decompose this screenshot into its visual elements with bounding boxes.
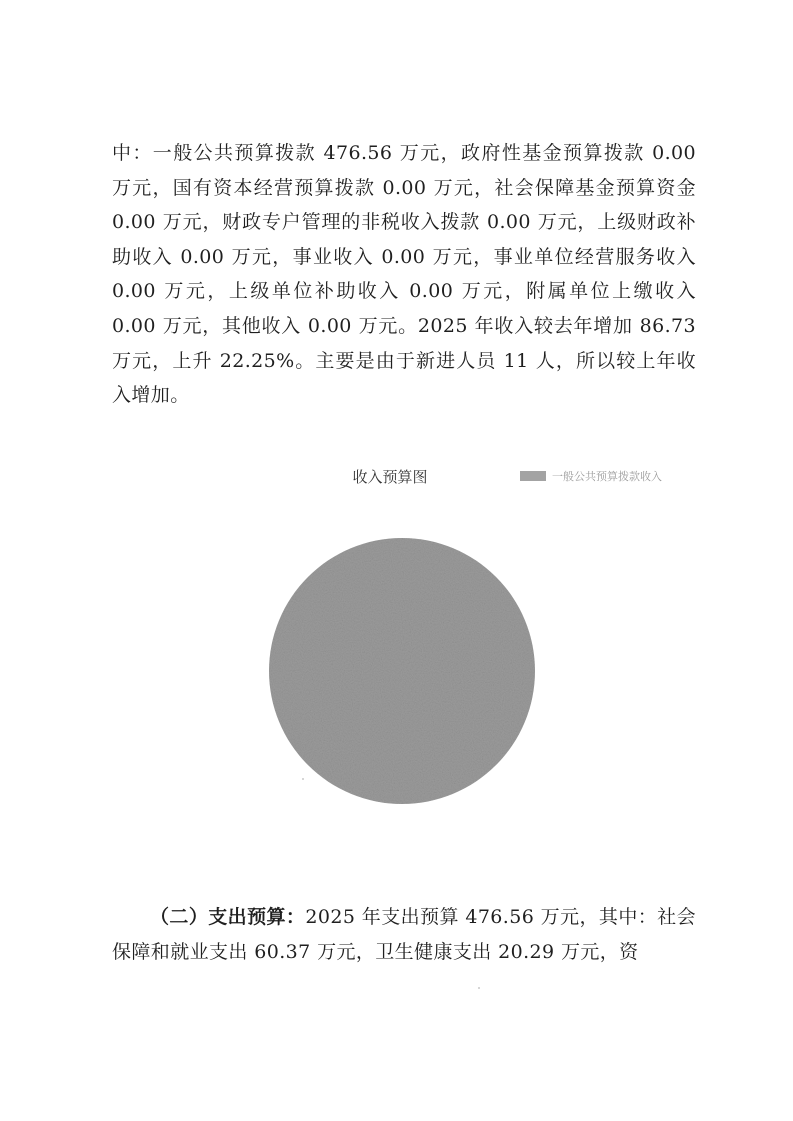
expenditure-heading: （二）支出预算： bbox=[150, 906, 306, 928]
expenditure-text: 2025 年支出预算 476.56 万元，其中：社会保障和就业支出 60.37 万元，卫生健康支出 20.29 万元，资 bbox=[112, 906, 696, 963]
income-paragraph: 中：一般公共预算拨款 476.56 万元，政府性基金预算拨款 0.00 万元，国有资本经营预算拨款 0.00 万元，社会保障基金预算资金 0.00 万元，财政专户管理的非税收入拨款 0.00 万元，上级财政补助收入 0.00 万元，事业收入 0.00 万元，事业单位经营服务收入 0.00 万元，上级单位补助收入 0.00 万元，附属单位上缴收入 0.00 万元，其他收入 0.00 万元。2025 年收入较去年增加 86.73 万元，上升 22.25%。主要是由于新进人员 11 人，所以较上年收入增加。 bbox=[112, 142, 696, 407]
expenditure-paragraph bbox=[112, 900, 696, 969]
pie-slice-0 bbox=[269, 538, 535, 804]
legend-label: 一般公共预算拨款收入 bbox=[552, 470, 662, 483]
legend-swatch bbox=[520, 471, 546, 481]
scan-speck bbox=[302, 778, 304, 780]
income-pie-chart bbox=[268, 537, 536, 805]
scan-speck bbox=[478, 987, 480, 989]
pie-svg bbox=[268, 537, 536, 805]
chart-title: 收入预算图 bbox=[352, 468, 428, 486]
chart-legend bbox=[520, 468, 662, 484]
